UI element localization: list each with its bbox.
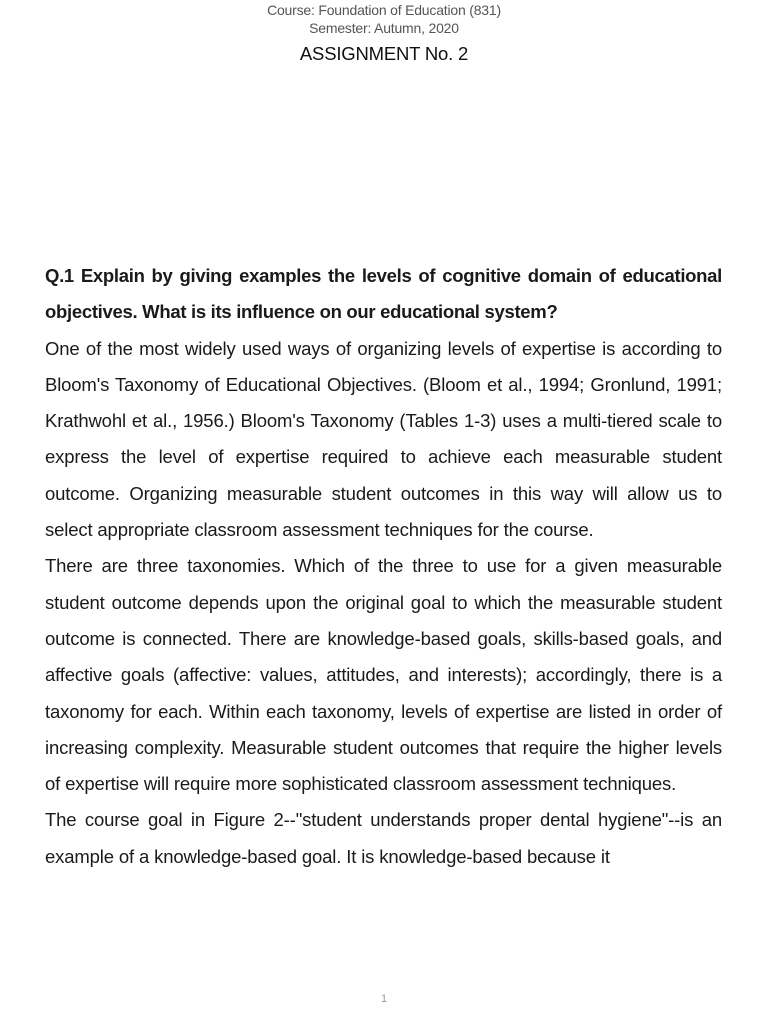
page-number: 1 (380, 993, 388, 1005)
body-paragraph-3: The course goal in Figure 2--"student understands proper dental hygiene"--is an example of a knowledge-based goal. It is knowledge-based because it (45, 809, 722, 867)
question-heading: Q.1 Explain by giving examples the levels of cognitive domain of educational objectives. What is its influence on our educational system? (45, 265, 722, 323)
assignment-title: ASSIGNMENT No. 2 (299, 43, 469, 64)
document-body (45, 258, 722, 875)
body-paragraph-1: One of the most widely used ways of organizing levels of expertise is according to Bloom's Taxonomy of Educational Objectives. (Bloom et al., 1994; Gronlund, 1991; Krathwohl et al., 1956.) Bloom's Taxonomy (Tables 1-3) uses a multi-tiered scale to express the level of expertise required to achieve each measurable student outcome. Organizing measurable student outcomes in this way will allow us to select appropriate classroom assessment techniques for the course. (45, 337, 722, 541)
document-header (0, 0, 768, 65)
course-line: Course: Foundation of Education (831) (267, 2, 501, 18)
semester-line: Semester: Autumn, 2020 (309, 20, 459, 36)
body-paragraph-2: There are three taxonomies. Which of the three to use for a given measurable student outcome depends upon the original goal to which the measurable student outcome is connected. There are knowledge-based goals, skills-based goals, and affective goals (affective: values, attitudes, and interests); accordingly, there is a taxonomy for each. Within each taxonomy, levels of expertise are listed in order of increasing complexity. Measurable student outcomes that require the higher levels of expertise will require more sophisticated classroom assessment techniques. (45, 555, 722, 795)
